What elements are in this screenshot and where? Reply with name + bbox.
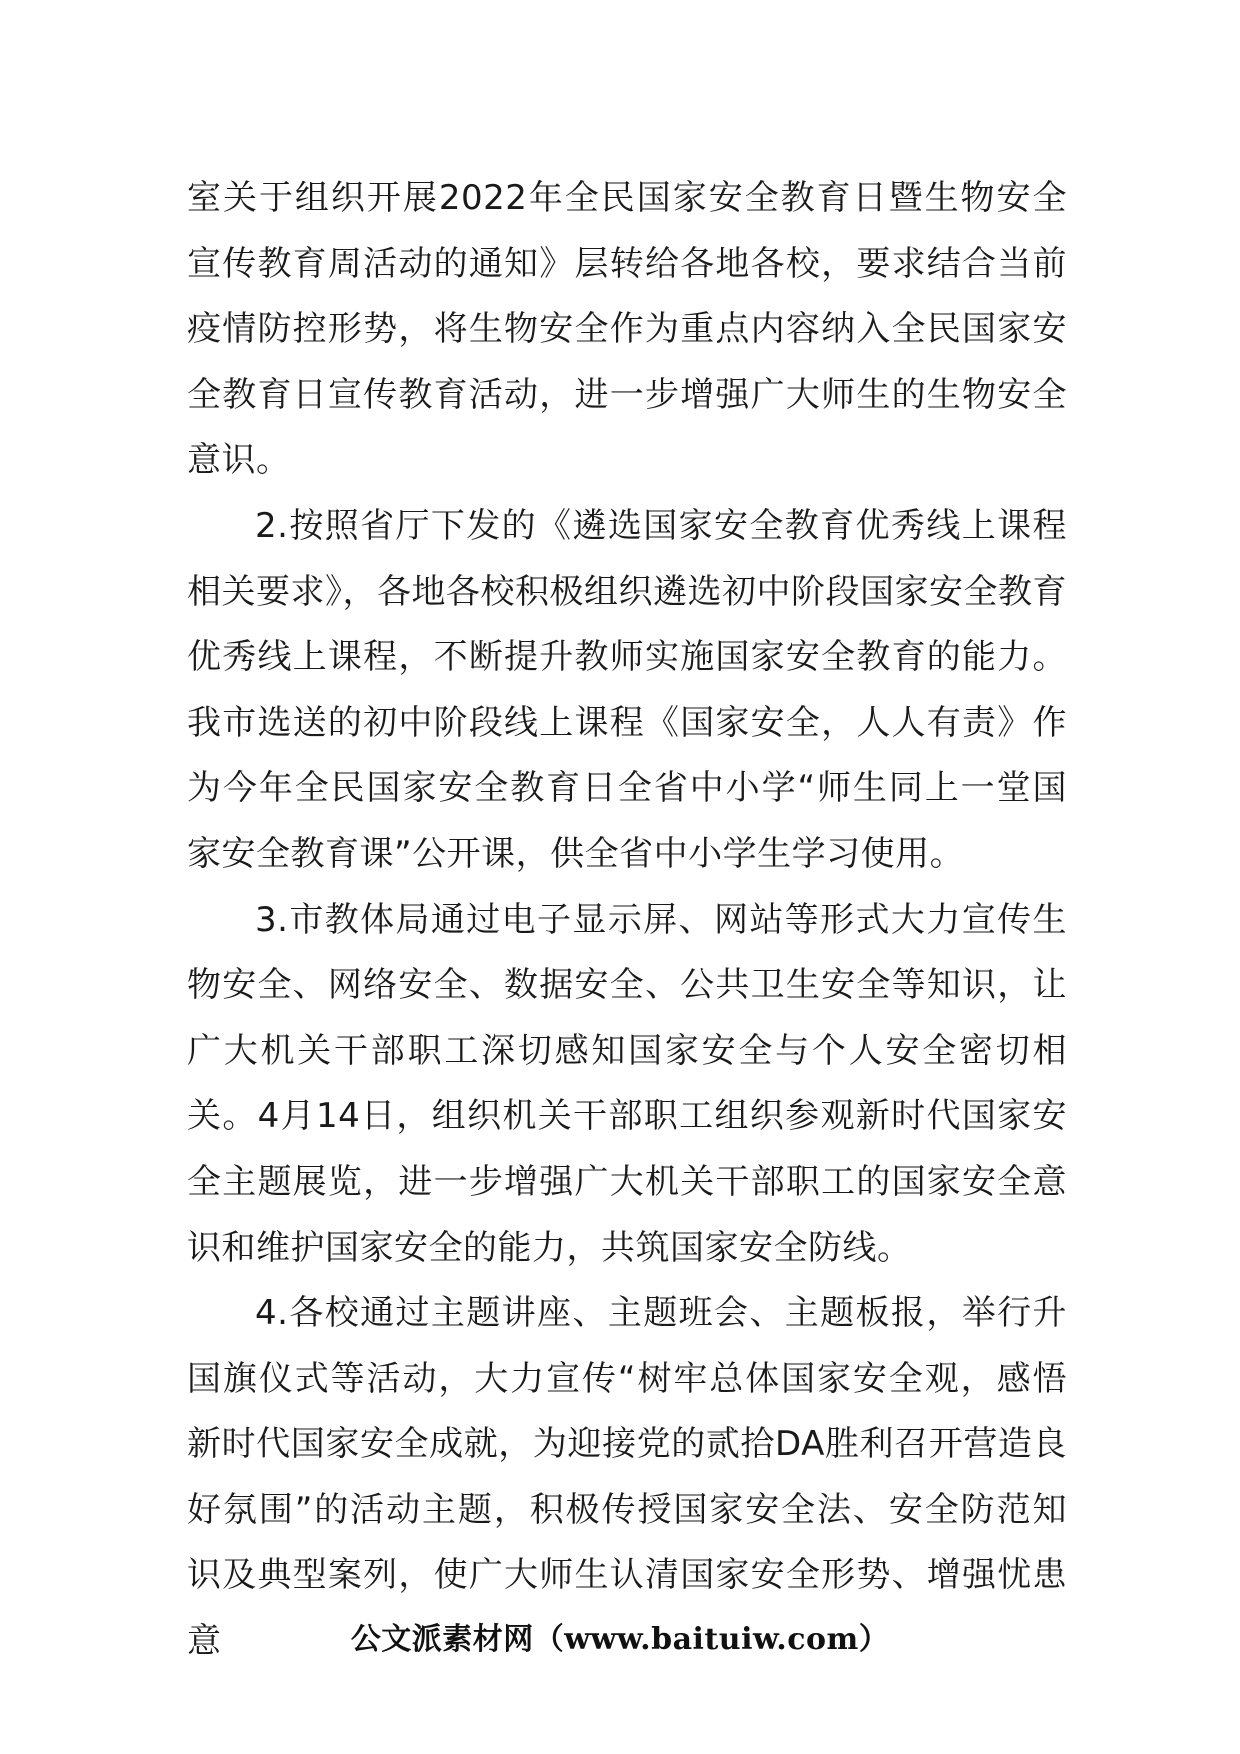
footer-watermark-text: 公文派素材网（www.baituiw.com） (350, 1622, 890, 1657)
paragraph-item-2: 2.按照省厅下发的《遴选国家安全教育优秀线上课程相关要求》，各地各校积极组织遴选初中阶段国家安全教育优秀线上课程，不断提升教师实施国家安全教育的能力。我市选送的初中阶段线上课程《国家安全，人人有责》作为今年全民国家安全教育日全省中小学“师生同上一堂国家安全教育课”公开课，供全省中小学生学习使用。 (187, 505, 1067, 874)
paragraph-item-4: 4.各校通过主题讲座、主题班会、主题板报，举行升国旗仪式等活动，大力宣传“树牢总体国家安全观，感悟新时代国家安全成就，为迎接党的贰拾DA胜利召开营造良好氛围”的活动主题，积极传授国家安全法、安全防范知识及典型案列，使广大师生认清国家安全形势、增强忧患意 (187, 1293, 1067, 1662)
paragraph-continuation: 室关于组织开展2022年全民国家安全教育日暨生物安全宣传教育周活动的通知》层转给各地各校，要求结合当前疫情防控形势，将生物安全作为重点内容纳入全民国家安全教育日宣传教育活动，进一步增强广大师生的生物安全意识。 (187, 178, 1067, 481)
paragraph-item-3: 3.市教体局通过电子显示屏、网站等形式大力宣传生物安全、网络安全、数据安全、公共卫生安全等知识，让广大机关干部职工深切感知国家安全与个人安全密切相关。4月14日，组织机关干部职工组织参观新时代国家安全主题展览，进一步增强广大机关干部职工的国家安全意识和维护国家安全的能力，共筑国家安全防线。 (187, 899, 1067, 1268)
document-body (187, 166, 1067, 1675)
